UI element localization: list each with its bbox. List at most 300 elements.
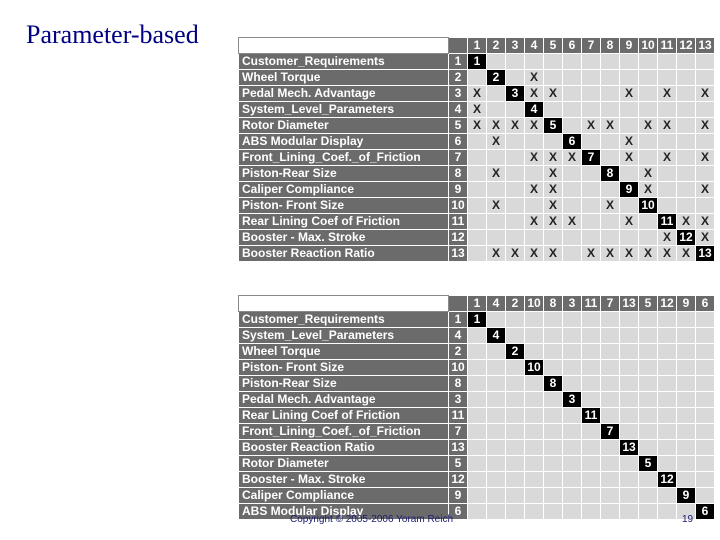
dependency-cell: [601, 456, 620, 472]
dependency-cell: [582, 488, 601, 504]
row-label: Booster Reaction Ratio: [239, 440, 449, 456]
diagonal-cell: 5: [544, 118, 563, 134]
dependency-cell: [544, 328, 563, 344]
column-header: 12: [658, 296, 677, 312]
dependency-cell: [563, 472, 582, 488]
dependency-cell: [677, 392, 696, 408]
row-index: 3: [449, 392, 468, 408]
column-header: 9: [677, 296, 696, 312]
matrix-row: [239, 408, 715, 424]
dependency-cell: X: [506, 118, 525, 134]
dependency-cell: [620, 166, 639, 182]
dependency-cell: X: [658, 246, 677, 262]
dependency-cell: [506, 70, 525, 86]
dependency-cell: [487, 376, 506, 392]
row-label: Booster - Max. Stroke: [239, 472, 449, 488]
dependency-cell: [487, 150, 506, 166]
dependency-cell: [563, 182, 582, 198]
dependency-cell: [696, 134, 715, 150]
dependency-cell: [468, 408, 487, 424]
dependency-cell: X: [525, 246, 544, 262]
dependency-cell: [601, 328, 620, 344]
dependency-cell: [582, 312, 601, 328]
dependency-cell: X: [468, 102, 487, 118]
dependency-cell: [468, 360, 487, 376]
column-header: 1: [468, 296, 487, 312]
dependency-cell: [639, 134, 658, 150]
dependency-cell: X: [544, 166, 563, 182]
column-header: 13: [696, 38, 715, 54]
dependency-cell: [582, 504, 601, 520]
column-header: 5: [639, 296, 658, 312]
dependency-cell: [582, 86, 601, 102]
dependency-cell: [639, 360, 658, 376]
dependency-cell: X: [544, 86, 563, 102]
dependency-cell: [677, 166, 696, 182]
dependency-cell: X: [677, 214, 696, 230]
dependency-cell: [544, 392, 563, 408]
matrix-row: [239, 440, 715, 456]
dependency-cell: [639, 328, 658, 344]
dependency-cell: X: [525, 150, 544, 166]
column-header: 12: [677, 38, 696, 54]
dependency-cell: X: [601, 198, 620, 214]
dsm-matrix-clustered: [238, 295, 715, 520]
matrix-row: [239, 70, 715, 86]
dependency-cell: [468, 70, 487, 86]
dependency-cell: [677, 118, 696, 134]
row-index: 11: [449, 214, 468, 230]
diagonal-cell: 3: [506, 86, 525, 102]
row-label: System_Level_Parameters: [239, 328, 449, 344]
dependency-cell: [563, 328, 582, 344]
dependency-cell: [639, 86, 658, 102]
dependency-cell: [525, 504, 544, 520]
dependency-cell: [639, 392, 658, 408]
matrix-row: [239, 344, 715, 360]
dependency-cell: [506, 182, 525, 198]
dependency-cell: X: [658, 230, 677, 246]
dependency-cell: [620, 504, 639, 520]
dependency-cell: [582, 360, 601, 376]
matrix-row: [239, 214, 715, 230]
diagonal-cell: 5: [639, 456, 658, 472]
dependency-cell: [468, 150, 487, 166]
dependency-cell: [658, 54, 677, 70]
dependency-cell: [563, 230, 582, 246]
diagonal-cell: 10: [639, 198, 658, 214]
dependency-cell: [696, 166, 715, 182]
dependency-cell: [582, 70, 601, 86]
dependency-cell: [468, 504, 487, 520]
row-index: 11: [449, 408, 468, 424]
dependency-cell: [696, 472, 715, 488]
dependency-cell: [563, 246, 582, 262]
dependency-cell: [677, 408, 696, 424]
dependency-cell: [658, 166, 677, 182]
dependency-cell: [601, 54, 620, 70]
column-header: 10: [639, 38, 658, 54]
dependency-cell: [639, 312, 658, 328]
dependency-cell: [696, 344, 715, 360]
row-label: Piston-Rear Size: [239, 376, 449, 392]
header-index-blank: [449, 38, 468, 54]
diagonal-cell: 11: [582, 408, 601, 424]
dependency-cell: [639, 150, 658, 166]
dependency-cell: [506, 456, 525, 472]
dependency-cell: [506, 54, 525, 70]
dependency-cell: [601, 408, 620, 424]
dependency-cell: [601, 134, 620, 150]
dependency-cell: [677, 328, 696, 344]
row-label: Rear Lining Coef of Friction: [239, 408, 449, 424]
dependency-cell: [544, 312, 563, 328]
dependency-cell: X: [487, 118, 506, 134]
column-header: 1: [468, 38, 487, 54]
row-index: 6: [449, 134, 468, 150]
dependency-cell: X: [696, 182, 715, 198]
column-header: 8: [601, 38, 620, 54]
matrix-row: [239, 376, 715, 392]
dependency-cell: [620, 424, 639, 440]
row-index: 12: [449, 230, 468, 246]
dependency-cell: [677, 54, 696, 70]
row-label: Pedal Mech. Advantage: [239, 86, 449, 102]
dependency-cell: [525, 198, 544, 214]
dependency-cell: [658, 182, 677, 198]
dependency-cell: [563, 488, 582, 504]
dependency-cell: [544, 70, 563, 86]
dependency-cell: [696, 456, 715, 472]
dependency-cell: [677, 70, 696, 86]
dependency-cell: [563, 456, 582, 472]
dependency-cell: [601, 504, 620, 520]
row-index: 1: [449, 54, 468, 70]
matrix-row: [239, 424, 715, 440]
diagonal-cell: 6: [696, 504, 715, 520]
row-index: 4: [449, 102, 468, 118]
matrix-row: [239, 102, 715, 118]
dependency-cell: [601, 472, 620, 488]
dependency-cell: [525, 54, 544, 70]
dependency-cell: [601, 392, 620, 408]
dependency-cell: [582, 102, 601, 118]
dependency-cell: [677, 102, 696, 118]
matrix-row: [239, 456, 715, 472]
dependency-cell: X: [525, 182, 544, 198]
dependency-cell: X: [563, 150, 582, 166]
dependency-cell: [468, 376, 487, 392]
dependency-cell: [468, 344, 487, 360]
dependency-cell: [525, 472, 544, 488]
dependency-cell: [620, 328, 639, 344]
dependency-cell: X: [696, 230, 715, 246]
dependency-cell: [506, 504, 525, 520]
dependency-cell: [658, 440, 677, 456]
dependency-cell: X: [658, 86, 677, 102]
dependency-cell: [601, 70, 620, 86]
row-label: Pedal Mech. Advantage: [239, 392, 449, 408]
dependency-cell: X: [525, 214, 544, 230]
dependency-cell: X: [601, 246, 620, 262]
row-index: 8: [449, 376, 468, 392]
matrix-row: [239, 54, 715, 70]
dependency-cell: [601, 312, 620, 328]
row-index: 8: [449, 166, 468, 182]
row-index: 9: [449, 182, 468, 198]
row-index: 13: [449, 246, 468, 262]
dependency-cell: X: [620, 214, 639, 230]
dependency-cell: [563, 102, 582, 118]
dependency-cell: [582, 392, 601, 408]
dependency-cell: [525, 456, 544, 472]
column-header: 3: [506, 38, 525, 54]
matrix-row: [239, 198, 715, 214]
dependency-cell: [677, 376, 696, 392]
row-index: 5: [449, 456, 468, 472]
dependency-cell: X: [620, 150, 639, 166]
diagonal-cell: 4: [487, 328, 506, 344]
dependency-cell: [563, 408, 582, 424]
dependency-cell: [525, 312, 544, 328]
dependency-cell: [487, 102, 506, 118]
dependency-cell: [468, 424, 487, 440]
dependency-cell: [506, 408, 525, 424]
dependency-cell: X: [620, 134, 639, 150]
dependency-cell: [620, 408, 639, 424]
dependency-cell: [658, 408, 677, 424]
dependency-cell: [639, 344, 658, 360]
dependency-cell: [601, 440, 620, 456]
dependency-cell: [544, 504, 563, 520]
dependency-cell: X: [563, 214, 582, 230]
dependency-cell: [563, 70, 582, 86]
dependency-cell: [639, 440, 658, 456]
matrix-row: [239, 488, 715, 504]
dependency-cell: [696, 424, 715, 440]
dependency-cell: [658, 344, 677, 360]
dependency-cell: [639, 214, 658, 230]
dependency-cell: [620, 230, 639, 246]
diagonal-cell: 3: [563, 392, 582, 408]
dependency-cell: [696, 376, 715, 392]
dependency-cell: [658, 504, 677, 520]
row-label: System_Level_Parameters: [239, 102, 449, 118]
dependency-cell: [696, 360, 715, 376]
dependency-cell: [639, 424, 658, 440]
dependency-cell: [544, 424, 563, 440]
dependency-cell: X: [620, 246, 639, 262]
matrix-row: [239, 150, 715, 166]
column-header: 5: [544, 38, 563, 54]
copyright-footer: Copyright © 2005-2006 Yoram Reich: [290, 514, 454, 525]
row-index: 7: [449, 424, 468, 440]
dependency-cell: [601, 102, 620, 118]
dependency-cell: [582, 456, 601, 472]
dependency-cell: [601, 86, 620, 102]
dependency-cell: [582, 166, 601, 182]
dependency-cell: [620, 70, 639, 86]
dependency-cell: [544, 472, 563, 488]
dependency-cell: [506, 102, 525, 118]
dependency-cell: [525, 376, 544, 392]
dependency-cell: [696, 198, 715, 214]
dependency-cell: [563, 424, 582, 440]
row-index: 13: [449, 440, 468, 456]
dependency-cell: [525, 424, 544, 440]
dependency-cell: [658, 70, 677, 86]
row-index: 6: [449, 504, 468, 520]
dependency-cell: [563, 86, 582, 102]
row-index: 7: [449, 150, 468, 166]
dependency-cell: [487, 472, 506, 488]
dependency-cell: [677, 150, 696, 166]
dependency-cell: [487, 230, 506, 246]
dependency-cell: [620, 344, 639, 360]
dependency-cell: X: [487, 246, 506, 262]
dependency-cell: [658, 360, 677, 376]
dependency-cell: [582, 54, 601, 70]
dependency-cell: [506, 472, 525, 488]
dependency-cell: [487, 86, 506, 102]
diagonal-cell: 2: [506, 344, 525, 360]
dependency-cell: X: [525, 70, 544, 86]
dependency-cell: [563, 312, 582, 328]
column-header: 11: [582, 296, 601, 312]
dependency-cell: [658, 312, 677, 328]
dependency-cell: [506, 376, 525, 392]
dependency-cell: [487, 360, 506, 376]
column-header: 2: [487, 38, 506, 54]
column-header: 4: [525, 38, 544, 54]
diagonal-cell: 7: [582, 150, 601, 166]
dependency-cell: [582, 214, 601, 230]
dependency-cell: [506, 360, 525, 376]
matrix-row: [239, 230, 715, 246]
dependency-cell: X: [487, 134, 506, 150]
dependency-cell: [620, 312, 639, 328]
dependency-cell: [487, 344, 506, 360]
dependency-cell: [487, 214, 506, 230]
dependency-cell: [696, 312, 715, 328]
dependency-cell: [620, 392, 639, 408]
dependency-cell: [639, 488, 658, 504]
dependency-cell: [487, 440, 506, 456]
header-blank: [239, 296, 449, 312]
dependency-cell: [696, 440, 715, 456]
dependency-cell: [658, 134, 677, 150]
row-label: ABS Modular Display: [239, 134, 449, 150]
dependency-cell: [582, 134, 601, 150]
column-header: 7: [582, 38, 601, 54]
dependency-cell: [487, 504, 506, 520]
matrix-row: [239, 246, 715, 262]
row-label: Caliper Compliance: [239, 488, 449, 504]
dependency-cell: [639, 70, 658, 86]
dependency-cell: X: [620, 86, 639, 102]
dependency-cell: [677, 198, 696, 214]
dependency-cell: [506, 488, 525, 504]
dependency-cell: [525, 392, 544, 408]
row-label: Rotor Diameter: [239, 456, 449, 472]
row-index: 1: [449, 312, 468, 328]
column-header: 7: [601, 296, 620, 312]
matrix-row: [239, 392, 715, 408]
dependency-cell: [506, 424, 525, 440]
dependency-cell: [620, 488, 639, 504]
dependency-cell: [582, 376, 601, 392]
diagonal-cell: 8: [601, 166, 620, 182]
diagonal-cell: 12: [658, 472, 677, 488]
dependency-cell: [525, 328, 544, 344]
dependency-cell: [544, 54, 563, 70]
dependency-cell: [544, 102, 563, 118]
dependency-cell: [620, 102, 639, 118]
dependency-cell: X: [468, 86, 487, 102]
column-header: 6: [563, 38, 582, 54]
dependency-cell: [620, 456, 639, 472]
diagonal-cell: 7: [601, 424, 620, 440]
dependency-cell: [506, 230, 525, 246]
dependency-cell: [506, 328, 525, 344]
dependency-cell: [468, 392, 487, 408]
row-label: Rotor Diameter: [239, 118, 449, 134]
matrix-row: [239, 328, 715, 344]
dependency-cell: [601, 360, 620, 376]
diagonal-cell: 6: [563, 134, 582, 150]
dependency-cell: [487, 312, 506, 328]
diagonal-cell: 13: [696, 246, 715, 262]
dependency-cell: X: [544, 182, 563, 198]
page-number: 19: [682, 514, 694, 525]
column-header: 8: [544, 296, 563, 312]
row-label: Customer_Requirements: [239, 312, 449, 328]
row-label: Caliper Compliance: [239, 182, 449, 198]
dependency-cell: [601, 230, 620, 246]
dependency-cell: [487, 456, 506, 472]
dependency-cell: [677, 344, 696, 360]
dependency-cell: X: [525, 86, 544, 102]
dependency-cell: [506, 198, 525, 214]
dependency-cell: [487, 424, 506, 440]
diagonal-cell: 10: [525, 360, 544, 376]
dependency-cell: X: [525, 118, 544, 134]
dependency-cell: X: [582, 118, 601, 134]
dependency-cell: [620, 54, 639, 70]
diagonal-cell: 9: [620, 182, 639, 198]
dependency-cell: [544, 488, 563, 504]
dependency-cell: [544, 360, 563, 376]
dependency-cell: [506, 312, 525, 328]
diagonal-cell: 1: [468, 54, 487, 70]
dependency-cell: [468, 182, 487, 198]
diagonal-cell: 11: [658, 214, 677, 230]
column-header: 10: [525, 296, 544, 312]
row-label: Piston- Front Size: [239, 198, 449, 214]
dependency-cell: [487, 182, 506, 198]
row-index: 5: [449, 118, 468, 134]
matrix-row: [239, 182, 715, 198]
dependency-cell: X: [639, 182, 658, 198]
dependency-cell: [468, 230, 487, 246]
dependency-cell: [525, 440, 544, 456]
column-header: 13: [620, 296, 639, 312]
dependency-cell: [487, 392, 506, 408]
diagonal-cell: 9: [677, 488, 696, 504]
dependency-cell: [677, 312, 696, 328]
dependency-cell: [525, 344, 544, 360]
column-header: 6: [696, 296, 715, 312]
